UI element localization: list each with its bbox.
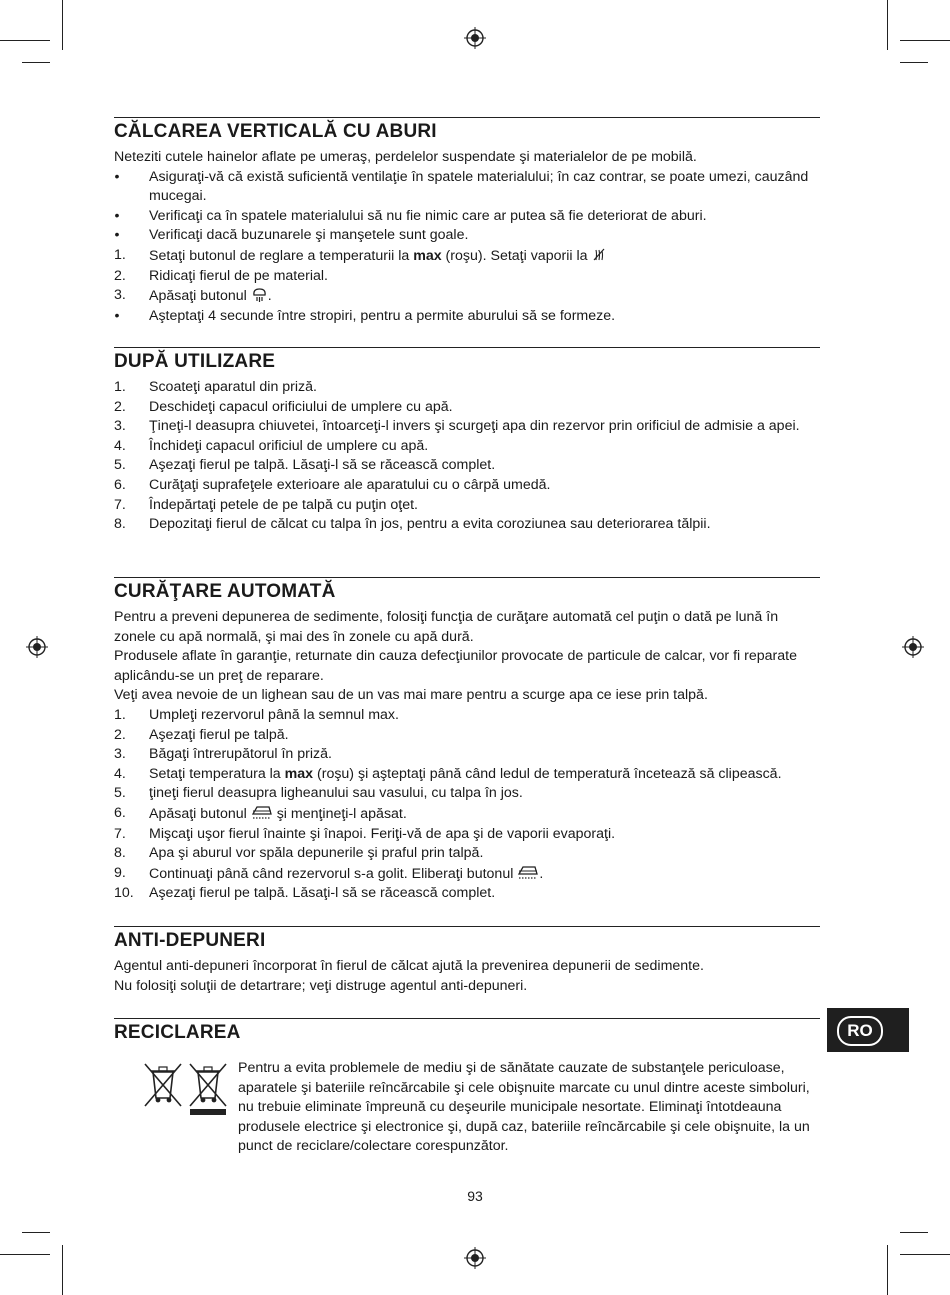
list-item: 1. Umpleţi rezervorul până la semnul max. bbox=[114, 706, 399, 723]
self-clean-button-icon bbox=[251, 804, 273, 821]
paragraph: Neteziti cutele hainelor aflate pe umeraş, perdelelor suspendate şi materialelor de pe mobilă. bbox=[114, 149, 697, 165]
section-divider bbox=[114, 577, 820, 578]
list-item: 6. Apăsaţi butonul şi menţineţi-l apăsat. bbox=[114, 804, 407, 822]
crossed-bin-icon bbox=[143, 1060, 183, 1108]
list-item: 4. Setaţi temperatura la max (roşu) şi aşteptaţi până când ledul de temperatură încetează să clipească. bbox=[114, 765, 782, 782]
registration-mark-icon bbox=[26, 636, 48, 658]
paragraph: Nu folosiţi soluţii de detartrare; veţi distruge agentul anti-depuneri. bbox=[114, 977, 528, 994]
paragraph: Pentru a preveni depunerea de sedimente, folosiţi funcţia de curăţare automată cel puţin o dată pe lună în zonele cu apă normală, şi mai des în zonele cu apă dură. bbox=[114, 609, 779, 645]
language-tab bbox=[827, 1008, 909, 1052]
steam-setting-icon bbox=[591, 246, 607, 263]
instruction-list bbox=[114, 706, 820, 904]
registration-mark-icon bbox=[902, 636, 924, 658]
list-item: 6. Curăţaţi suprafeţele exterioare ale aparatului cu o cârpă umedă. bbox=[114, 476, 551, 493]
crop-mark bbox=[900, 1254, 950, 1255]
registration-mark-icon bbox=[464, 1247, 486, 1269]
list-item: 8. Apa şi aburul vor spăla depunerile şi praful prin talpă. bbox=[114, 845, 484, 862]
list-item: 3. Apăsaţi butonul . bbox=[114, 287, 272, 305]
paragraph: Veţi avea nevoie de un lighean sau de un vas mai mare pentru a scurge apa ce iese prin talpă. bbox=[114, 687, 708, 704]
steam-shot-button-icon bbox=[251, 286, 268, 303]
self-clean-button-icon bbox=[517, 864, 539, 881]
list-item: 3. Băgaţi întrerupătorul în priză. bbox=[114, 746, 332, 763]
list-item: 2. Ridicaţi fierul de pe material. bbox=[114, 267, 328, 284]
section-title: CĂLCAREA VERTICALĂ CU ABURI bbox=[114, 121, 437, 142]
registration-mark-icon bbox=[464, 27, 486, 49]
section-title: ANTI-DEPUNERI bbox=[114, 930, 266, 951]
list-item: 8. Depozitaţi fierul de călcat cu talpa în jos, pentru a evita coroziunea sau deteriorarea tălpii. bbox=[114, 516, 711, 533]
list-item: 9. Continuaţi până când rezervorul s-a golit. Eliberaţi butonul . bbox=[114, 864, 544, 882]
language-label: RO bbox=[837, 1016, 883, 1046]
section-title: RECICLAREA bbox=[114, 1022, 241, 1043]
list-item: • Aşteptaţi 4 secunde între stropiri, pentru a permite aburului să se formeze. bbox=[114, 307, 616, 324]
crop-mark bbox=[900, 62, 928, 63]
section-divider bbox=[114, 117, 820, 118]
list-item: 4. Închideţi capacul orificiul de umplere cu apă. bbox=[114, 437, 429, 454]
list-item: 10. Aşezaţi fierul pe talpă. Lăsaţi-l să se răcească complet. bbox=[114, 885, 496, 902]
crossed-bin-bar-icon bbox=[188, 1060, 228, 1116]
paragraph: Agentul anti-depuneri încorporat în fierul de călcat ajută la prevenirea depunerii de sedimente. bbox=[114, 958, 704, 974]
list-item: 2. Deschideţi capacul orificiului de umplere cu apă. bbox=[114, 398, 453, 415]
list-item: 7. Îndepărtaţi petele de pe talpă cu puţin oţet. bbox=[114, 496, 418, 513]
list-item: 7. Mişcaţi uşor fierul înainte şi înapoi. Feriţi-vă de apa şi de vaporii evaporaţi. bbox=[114, 825, 616, 842]
crop-mark bbox=[887, 1245, 888, 1295]
section-title: DUPĂ UTILIZARE bbox=[114, 351, 276, 372]
crop-mark bbox=[0, 1254, 50, 1255]
crop-mark bbox=[0, 40, 50, 41]
section-self-clean bbox=[114, 577, 820, 904]
recycling-text: Pentru a evita problemele de mediu şi de sănătate cauzate de substanţele periculoase, aparatele şi bateriile reîncărcabile şi cele obişnuite marcate cu unul dintre aceste simboluri, nu trebuie eliminate împreună cu deşeurile municipale nesortate. Eliminaţi întotdeauna produsele electrice şi electronice şi, după caz, bateriile reîncărcabile şi cele obişnuite, la un punct de reciclare/colectare corespunzător. bbox=[238, 1060, 810, 1155]
instruction-list bbox=[114, 378, 820, 535]
section-after-use bbox=[114, 347, 820, 535]
list-item: 5. Aşezaţi fierul pe talpă. Lăsaţi-l să se răcească complet. bbox=[114, 457, 496, 474]
list-item: 3. Ţineţi-l deasupra chiuvetei, întoarceţi-l invers şi scurgeţi apa din rezervor prin orificiul de admisie a apei. bbox=[114, 418, 800, 435]
instruction-list bbox=[114, 168, 820, 327]
crop-mark bbox=[62, 1245, 63, 1295]
list-item: 2. Aşezaţi fierul pe talpă. bbox=[114, 726, 289, 743]
crop-mark bbox=[22, 62, 50, 63]
crop-mark bbox=[62, 0, 63, 50]
section-divider bbox=[114, 347, 820, 348]
crop-mark bbox=[887, 0, 888, 50]
list-item: • Asiguraţi-vă că există suficientă ventilaţie în spatele materialului; în caz contrar, se poate umezi, cauzând mucegai. bbox=[114, 168, 809, 205]
section-divider bbox=[114, 926, 820, 927]
crop-mark bbox=[900, 40, 950, 41]
section-divider bbox=[114, 1018, 820, 1019]
page-number: 93 bbox=[467, 1188, 483, 1204]
list-item: • Verificaţi ca în spatele materialului să nu fie nimic care ar putea să fie deteriorat de aburi. bbox=[114, 207, 707, 224]
section-anti-scale bbox=[114, 926, 820, 996]
crop-mark bbox=[900, 1232, 928, 1233]
list-item: 1. Scoateţi aparatul din priză. bbox=[114, 379, 317, 395]
paragraph: Produsele aflate în garanţie, returnate din cauza defecţiunilor provocate de particule de calcar, vor fi reparate aplicându-se un preţ de reparare. bbox=[114, 648, 797, 684]
list-item: 5. ţineţi fierul deasupra ligheanului sau vasului, cu talpa în jos. bbox=[114, 785, 523, 802]
section-title: CURĂŢARE AUTOMATĂ bbox=[114, 581, 336, 602]
section-vertical-steam bbox=[114, 117, 820, 326]
list-item: 1. Setaţi butonul de reglare a temperaturii la max (roşu). Setaţi vaporii la bbox=[114, 246, 820, 267]
crop-mark bbox=[22, 1232, 50, 1233]
list-item: • Verificaţi dacă buzunarele şi manşetele sunt goale. bbox=[114, 227, 469, 244]
